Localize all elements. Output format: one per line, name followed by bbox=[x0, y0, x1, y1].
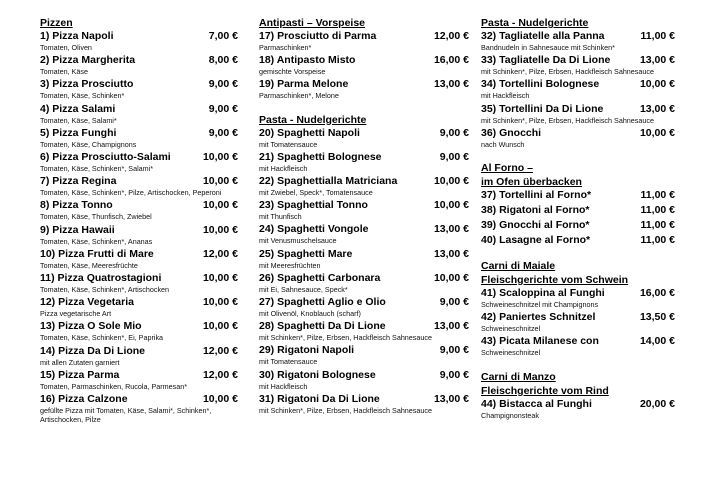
dish-name: 19) Parma Melone bbox=[259, 78, 349, 91]
dish-name: 30) Rigatoni Bolognese bbox=[259, 368, 376, 381]
menu-column-2 bbox=[259, 16, 469, 418]
menu-item bbox=[481, 311, 675, 333]
menu-item-row bbox=[259, 175, 469, 188]
menu-item-row bbox=[481, 189, 675, 202]
dish-name: 12) Pizza Vegetaria bbox=[40, 296, 134, 309]
dish-name: 10) Pizza Frutti di Mare bbox=[40, 247, 154, 260]
menu-section bbox=[481, 370, 675, 420]
dish-description: mit Tomatensauce bbox=[259, 357, 318, 367]
menu-item-row bbox=[259, 151, 469, 164]
dish-price: 10,00 € bbox=[202, 175, 238, 188]
menu-item bbox=[481, 30, 675, 52]
dish-name: 37) Tortellini al Forno* bbox=[481, 189, 592, 202]
menu-item bbox=[40, 151, 238, 173]
menu-item bbox=[40, 30, 238, 52]
dish-name: 13) Pizza O Sole Mio bbox=[40, 320, 142, 333]
menu-item bbox=[40, 199, 238, 221]
dish-description: Tomaten, Käse bbox=[40, 67, 88, 77]
menu-item-row bbox=[40, 224, 238, 237]
dish-name: 16) Pizza Calzone bbox=[40, 393, 128, 406]
dish-description: nach Wunsch bbox=[481, 139, 525, 149]
dish-name: 15) Pizza Parma bbox=[40, 368, 120, 381]
dish-price: 20,00 € bbox=[639, 397, 675, 410]
dish-price: 10,00 € bbox=[202, 272, 238, 285]
menu-item bbox=[259, 199, 469, 221]
menu-item bbox=[259, 296, 469, 318]
menu-section bbox=[481, 259, 675, 358]
menu-item-row bbox=[40, 248, 238, 261]
dish-name: 31) Rigatoni Da Di Lione bbox=[259, 392, 380, 405]
menu-column-1 bbox=[40, 16, 238, 427]
menu-item-row bbox=[481, 287, 675, 300]
menu-item bbox=[40, 224, 238, 246]
dish-description: Tomaten, Käse, Schinken*, Pilze, Artischocken, Peperoni bbox=[40, 188, 222, 198]
dish-name: 14) Pizza Da Di Lione bbox=[40, 344, 146, 357]
dish-price: 13,50 € bbox=[639, 311, 675, 324]
menu-item-row bbox=[481, 103, 675, 116]
dish-price: 9,00 € bbox=[208, 78, 238, 91]
dish-price: 12,00 € bbox=[202, 368, 238, 381]
dish-description: Pizza vegetarische Art bbox=[40, 309, 112, 319]
menu-item bbox=[259, 393, 469, 415]
menu-item bbox=[40, 296, 238, 318]
menu-item-row bbox=[481, 398, 675, 411]
section-heading: Pasta - Nudelgerichte bbox=[259, 113, 367, 126]
menu-item-row bbox=[40, 103, 238, 116]
section-heading: Al Forno – bbox=[481, 162, 533, 175]
dish-name: 21) Spaghetti Bolognese bbox=[259, 150, 382, 163]
dish-name: 3) Pizza Prosciutto bbox=[40, 78, 134, 91]
dish-price: 9,00 € bbox=[208, 126, 238, 139]
dish-name: 7) Pizza Regina bbox=[40, 175, 117, 188]
menu-item-row bbox=[259, 296, 469, 309]
dish-description: Tomaten, Käse, Schinken*, Ananas bbox=[40, 236, 153, 246]
menu-item bbox=[259, 223, 469, 245]
dish-description: Tomaten, Käse, Schinken*, Artischocken bbox=[40, 285, 170, 295]
menu-item bbox=[481, 287, 675, 309]
menu-item bbox=[481, 398, 675, 420]
menu-item-row bbox=[40, 272, 238, 285]
dish-description: mit Schinken*, Pilze, Erbsen, Hackfleisch Sahnesauce bbox=[481, 115, 654, 125]
dish-price: 10,00 € bbox=[202, 296, 238, 309]
menu-column-3 bbox=[481, 16, 675, 423]
dish-price: 10,00 € bbox=[202, 151, 238, 164]
menu-item bbox=[40, 320, 238, 342]
section-heading: im Ofen überbacken bbox=[481, 176, 582, 189]
dish-name: 27) Spaghetti Aglio e Olio bbox=[259, 296, 386, 309]
dish-name: 43) Picata Milanese con bbox=[481, 335, 599, 348]
menu-item-row bbox=[259, 320, 469, 333]
menu-section bbox=[259, 113, 469, 415]
dish-price: 12,00 € bbox=[202, 247, 238, 260]
dish-name: 34) Tortellini Bolognese bbox=[481, 78, 600, 91]
dish-name: 2) Pizza Margherita bbox=[40, 54, 136, 67]
dish-description: Tomaten, Oliven bbox=[40, 43, 92, 52]
dish-description: mit Tomatensauce bbox=[259, 139, 318, 149]
dish-price: 11,00 € bbox=[640, 189, 675, 202]
menu-item-row bbox=[40, 296, 238, 309]
dish-name: 11) Pizza Quatrostagioni bbox=[40, 272, 162, 285]
dish-description: Schweineschnitzel bbox=[481, 324, 541, 334]
dish-price: 12,00 € bbox=[202, 344, 238, 357]
menu-item bbox=[259, 248, 469, 270]
dish-name: 4) Pizza Salami bbox=[40, 102, 116, 115]
menu-item bbox=[40, 369, 238, 391]
menu-item-row bbox=[40, 175, 238, 188]
dish-price: 13,00 € bbox=[433, 320, 469, 333]
menu-item-row bbox=[259, 54, 469, 67]
dish-price: 11,00 € bbox=[640, 219, 675, 232]
dish-name: 36) Gnocchi bbox=[481, 126, 542, 139]
menu-item bbox=[259, 30, 469, 52]
menu-item bbox=[481, 219, 675, 232]
menu-item bbox=[481, 127, 675, 149]
dish-name: 9) Pizza Hawaii bbox=[40, 223, 115, 236]
menu-item-row bbox=[259, 127, 469, 140]
menu-item-row bbox=[481, 30, 675, 43]
dish-price: 13,00 € bbox=[433, 247, 469, 260]
dish-price: 9,00 € bbox=[439, 344, 469, 357]
menu-item bbox=[259, 272, 469, 294]
dish-price: 9,00 € bbox=[439, 368, 469, 381]
dish-description: Parmaschinken* bbox=[259, 43, 312, 52]
menu-item bbox=[259, 175, 469, 197]
dish-price: 10,00 € bbox=[639, 126, 675, 139]
menu-item bbox=[40, 78, 238, 100]
menu-item-row bbox=[481, 219, 675, 232]
dish-description: gemischte Vorspeise bbox=[259, 67, 326, 77]
menu-item-row bbox=[40, 54, 238, 67]
dish-price: 13,00 € bbox=[433, 78, 469, 91]
section-heading: Pasta - Nudelgerichte bbox=[481, 17, 589, 29]
dish-name: 33) Tagliatelle Da Di Lione bbox=[481, 54, 611, 67]
menu-item bbox=[481, 335, 675, 357]
dish-description: Tomaten, Käse, Salami* bbox=[40, 115, 117, 125]
menu-item bbox=[40, 103, 238, 125]
menu-item bbox=[40, 127, 238, 149]
menu-item bbox=[481, 54, 675, 76]
dish-description: Tomaten, Käse, Meeresfrüchte bbox=[40, 260, 138, 270]
menu-section bbox=[40, 16, 238, 424]
dish-price: 16,00 € bbox=[433, 54, 469, 67]
menu-item bbox=[40, 345, 238, 367]
menu-section bbox=[259, 16, 469, 101]
menu-item bbox=[259, 344, 469, 366]
dish-name: 1) Pizza Napoli bbox=[40, 30, 114, 42]
menu-item bbox=[481, 204, 675, 217]
section-heading: Antipasti – Vorspeise bbox=[259, 17, 366, 29]
menu-item-row bbox=[259, 272, 469, 285]
dish-description: mit Hackfleisch bbox=[259, 163, 308, 173]
dish-name: 41) Scaloppina al Funghi bbox=[481, 287, 605, 300]
menu-item bbox=[481, 234, 675, 247]
section-heading: Pizzen bbox=[40, 17, 73, 29]
dish-description: mit Ei, Sahnesauce, Speck* bbox=[259, 284, 348, 294]
menu-item-row bbox=[259, 248, 469, 261]
dish-name: 18) Antipasto Misto bbox=[259, 54, 356, 67]
menu-item bbox=[259, 127, 469, 149]
menu-item bbox=[40, 248, 238, 270]
dish-description: Tomaten, Käse, Schinken* bbox=[40, 91, 125, 101]
dish-price: 9,00 € bbox=[439, 296, 469, 309]
menu-item bbox=[259, 54, 469, 76]
menu-item-row bbox=[481, 311, 675, 324]
menu-item-row bbox=[40, 30, 238, 43]
dish-price: 11,00 € bbox=[640, 234, 675, 247]
menu-item-row bbox=[259, 344, 469, 357]
section-heading: Carni di Manzo bbox=[481, 370, 556, 383]
dish-name: 5) Pizza Funghi bbox=[40, 126, 117, 139]
menu-item bbox=[481, 189, 675, 202]
dish-name: 23) Spaghettial Tonno bbox=[259, 199, 368, 212]
dish-name: 6) Pizza Prosciutto-Salami bbox=[40, 151, 171, 164]
menu-item bbox=[259, 369, 469, 391]
dish-price: 9,00 € bbox=[439, 150, 469, 163]
dish-description: mit Schinken*, Pilze, Erbsen, Hackfleisch Sahnesauce bbox=[481, 67, 654, 77]
dish-description: Parmaschinken*, Melone bbox=[259, 91, 339, 101]
menu-item-row bbox=[40, 127, 238, 140]
dish-description: Tomaten, Käse, Schinken*, Ei, Paprika bbox=[40, 333, 164, 343]
menu-item-row bbox=[481, 204, 675, 217]
dish-price: 13,00 € bbox=[433, 392, 469, 405]
dish-name: 22) Spaghettialla Matriciana bbox=[259, 175, 398, 188]
dish-price: 10,00 € bbox=[202, 320, 238, 333]
dish-description: mit Hackfleisch bbox=[259, 381, 308, 391]
menu-item-row bbox=[40, 393, 238, 406]
menu-item bbox=[481, 78, 675, 100]
dish-name: 20) Spaghetti Napoli bbox=[259, 126, 360, 139]
dish-price: 8,00 € bbox=[208, 54, 238, 67]
dish-price: 16,00 € bbox=[639, 287, 675, 300]
dish-name: 32) Tagliatelle alla Panna bbox=[481, 30, 605, 42]
dish-description: mit Schinken*, Pilze, Erbsen, Hackfleisch Sahnesauce bbox=[259, 405, 432, 415]
menu-item bbox=[40, 272, 238, 294]
dish-price: 13,00 € bbox=[639, 102, 675, 115]
menu-section bbox=[481, 161, 675, 247]
dish-description: Schweineschnitzel bbox=[481, 348, 541, 358]
menu-item bbox=[259, 320, 469, 342]
dish-name: 39) Gnocchi al Forno* bbox=[481, 219, 590, 232]
menu-item-row bbox=[40, 78, 238, 91]
dish-description: mit Meeresfrüchten bbox=[259, 260, 321, 270]
section-heading: Fleischgerichte vom Rind bbox=[481, 384, 609, 397]
menu-item-row bbox=[259, 30, 469, 43]
menu-item bbox=[40, 54, 238, 76]
menu-item-row bbox=[259, 199, 469, 212]
menu-item bbox=[40, 393, 238, 424]
dish-description: Schweineschnitzel mit Champignons bbox=[481, 300, 599, 310]
dish-name: 40) Lasagne al Forno* bbox=[481, 234, 591, 247]
dish-price: 10,00 € bbox=[202, 223, 238, 236]
dish-price: 14,00 € bbox=[639, 335, 675, 348]
dish-name: 8) Pizza Tonno bbox=[40, 199, 113, 212]
dish-description: mit Olivenöl, Knoblauch (scharf) bbox=[259, 309, 361, 319]
dish-name: 38) Rigatoni al Forno* bbox=[481, 204, 590, 217]
dish-price: 10,00 € bbox=[433, 175, 469, 188]
dish-price: 10,00 € bbox=[639, 78, 675, 91]
menu-item bbox=[40, 175, 238, 197]
dish-name: 26) Spaghetti Carbonara bbox=[259, 271, 381, 284]
menu-item-row bbox=[259, 369, 469, 382]
dish-name: 35) Tortellini Da Di Lione bbox=[481, 102, 604, 115]
dish-price: 9,00 € bbox=[208, 102, 238, 115]
dish-price: 11,00 € bbox=[640, 30, 675, 42]
section-heading: Fleischgerichte vom Schwein bbox=[481, 274, 629, 287]
dish-name: 29) Rigatoni Napoli bbox=[259, 344, 355, 357]
dish-description: gefüllte Pizza mit Tomaten, Käse, Salami*, Schinken*, Artischocken, Pilze bbox=[40, 406, 212, 425]
menu-item-row bbox=[259, 393, 469, 406]
dish-price: 9,00 € bbox=[439, 126, 469, 139]
dish-name: 17) Prosciutto di Parma bbox=[259, 30, 377, 42]
menu-item-row bbox=[481, 54, 675, 67]
menu-item-row bbox=[481, 127, 675, 140]
dish-name: 25) Spaghetti Mare bbox=[259, 247, 353, 260]
dish-name: 44) Bistacca al Funghi bbox=[481, 397, 592, 410]
dish-price: 13,00 € bbox=[433, 223, 469, 236]
dish-description: Tomaten, Käse, Schinken*, Salami* bbox=[40, 164, 154, 174]
menu-item bbox=[259, 78, 469, 100]
dish-name: 42) Paniertes Schnitzel bbox=[481, 311, 596, 324]
dish-description: mit Thunfisch bbox=[259, 212, 302, 222]
menu-item-row bbox=[40, 369, 238, 382]
dish-description: Tomaten, Käse, Champignons bbox=[40, 139, 137, 149]
dish-description: Bandnudeln in Sahnesauce mit Schinken* bbox=[481, 43, 615, 52]
menu-item-row bbox=[481, 78, 675, 91]
menu-item bbox=[259, 151, 469, 173]
menu-item-row bbox=[40, 151, 238, 164]
dish-description: mit Schinken*, Pilze, Erbsen, Hackfleisch Sahnesauce bbox=[259, 333, 432, 343]
menu-section bbox=[481, 16, 675, 149]
menu-item-row bbox=[40, 345, 238, 358]
menu-item-row bbox=[259, 223, 469, 236]
menu-item-row bbox=[40, 320, 238, 333]
dish-description: Tomaten, Käse, Thunfisch, Zwiebel bbox=[40, 212, 152, 222]
dish-price: 10,00 € bbox=[202, 393, 238, 406]
menu-item-row bbox=[481, 335, 675, 348]
dish-price: 10,00 € bbox=[433, 271, 469, 284]
dish-description: Champignonsteak bbox=[481, 410, 539, 420]
section-heading: Carni di Maiale bbox=[481, 260, 556, 273]
dish-price: 11,00 € bbox=[640, 204, 675, 217]
dish-price: 13,00 € bbox=[639, 54, 675, 67]
dish-description: mit Hackfleisch bbox=[481, 91, 530, 101]
dish-price: 7,00 € bbox=[208, 30, 238, 42]
menu-item-row bbox=[40, 199, 238, 212]
dish-price: 10,00 € bbox=[433, 199, 469, 212]
dish-description: Tomaten, Parmaschinken, Rucola, Parmesan* bbox=[40, 381, 188, 391]
dish-description: mit Zwiebel, Speck*, Tomatensauce bbox=[259, 188, 373, 198]
dish-description: mit allen Zutaten garniert bbox=[40, 357, 120, 367]
menu-item bbox=[481, 103, 675, 125]
dish-price: 10,00 € bbox=[202, 199, 238, 212]
dish-description: mit Venusmuschelsauce bbox=[259, 236, 337, 246]
dish-price: 12,00 € bbox=[433, 30, 469, 42]
dish-name: 24) Spaghetti Vongole bbox=[259, 223, 369, 236]
menu-item-row bbox=[481, 234, 675, 247]
dish-name: 28) Spaghetti Da Di Lione bbox=[259, 320, 386, 333]
menu-item-row bbox=[259, 78, 469, 91]
